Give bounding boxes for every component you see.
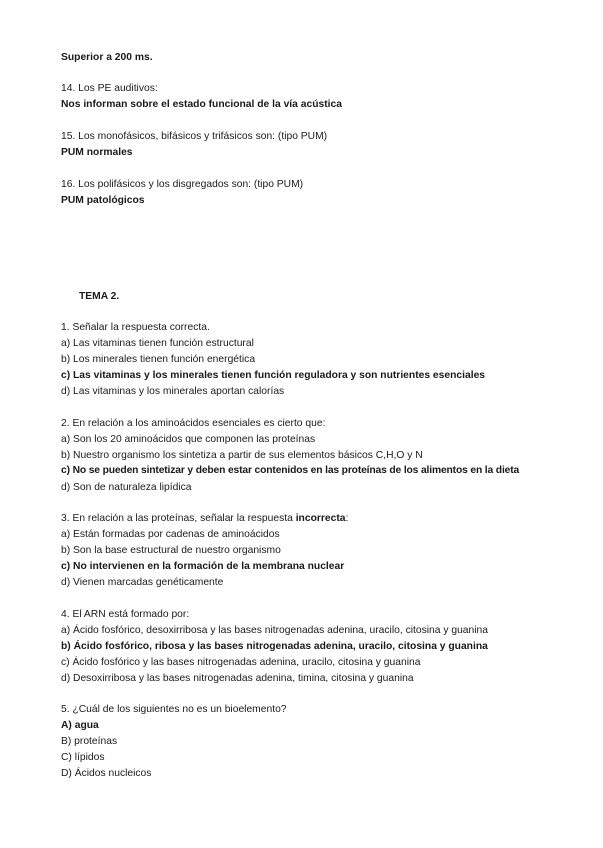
q14-answer: Nos informan sobre el estado funcional de la vía acústica [61, 99, 342, 110]
t3-option-b: b) Son la base estructural de nuestro organismo [61, 545, 281, 556]
q15-question: 15. Los monofásicos, bifásicos y trifásicos son: (tipo PUM) [61, 131, 328, 142]
t5-option-b: B) proteínas [61, 736, 118, 747]
t5-option-a: A) agua [61, 720, 99, 731]
header-line: Superior a 200 ms. [61, 52, 153, 63]
t4-option-d: d) Desoxirribosa y las bases nitrogenadas adenina, timina, citosina y guanina [61, 673, 414, 684]
t2-option-c: c) No se pueden sintetizar y deben estar contenidos en las proteínas de los alimentos en la dieta [61, 465, 520, 476]
t2-question: 2. En relación a los aminoácidos esenciales es cierto que: [61, 418, 326, 429]
t4-option-a: a) Ácido fosfórico, desoxirribosa y las bases nitrogenadas adenina, uracilo, citosina y guanina [61, 625, 488, 636]
q14-question: 14. Los PE auditivos: [61, 83, 158, 94]
t4-question: 4. El ARN está formado por: [61, 609, 190, 620]
t1-question: 1. Señalar la respuesta correcta. [61, 322, 210, 333]
t5-question: 5. ¿Cuál de los siguientes no es un bioelemento? [61, 704, 287, 715]
t1-option-d: d) Las vitaminas y los minerales aportan calorías [61, 386, 285, 397]
q16-answer: PUM patológicos [61, 195, 145, 206]
t2-option-b: b) Nuestro organismo los sintetiza a partir de sus elementos básicos C,H,O y N [61, 450, 423, 461]
q15-answer: PUM normales [61, 147, 133, 158]
t3-question-suffix: : [345, 513, 349, 524]
t3-option-a: a) Están formadas por cadenas de aminoácidos [61, 529, 280, 540]
t1-option-a: a) Las vitaminas tienen función estructural [61, 338, 254, 349]
t5-option-c: C) lípidos [61, 752, 105, 763]
t3-option-d: d) Vienen marcadas genéticamente [61, 577, 224, 588]
t4-option-b: b) Ácido fosfórico, ribosa y las bases nitrogenadas adenina, uracilo, citosina y guanina [61, 641, 488, 652]
t2-option-a: a) Son los 20 aminoácidos que componen las proteínas [61, 434, 316, 445]
t3-option-c: c) No intervienen en la formación de la membrana nuclear [61, 561, 345, 572]
t1-option-b: b) Los minerales tienen función energética [61, 354, 256, 365]
t3-question-emphasis: incorrecta [295, 513, 346, 524]
t4-option-c: c) Ácido fosfórico y las bases nitrogenadas adenina, uracilo, citosina y guanina [61, 657, 421, 668]
t3-question-prefix: 3. En relación a las proteínas, señalar la respuesta [61, 513, 296, 524]
section-title: TEMA 2. [79, 291, 120, 302]
t1-option-c: c) Las vitaminas y los minerales tienen función reguladora y son nutrientes esenciales [61, 370, 486, 381]
t5-option-d: D) Ácidos nucleicos [61, 768, 152, 779]
t2-option-d: d) Son de naturaleza lipídica [61, 482, 192, 493]
t3-question [61, 512, 348, 526]
q16-question: 16. Los polifásicos y los disgregados son: (tipo PUM) [61, 179, 304, 190]
